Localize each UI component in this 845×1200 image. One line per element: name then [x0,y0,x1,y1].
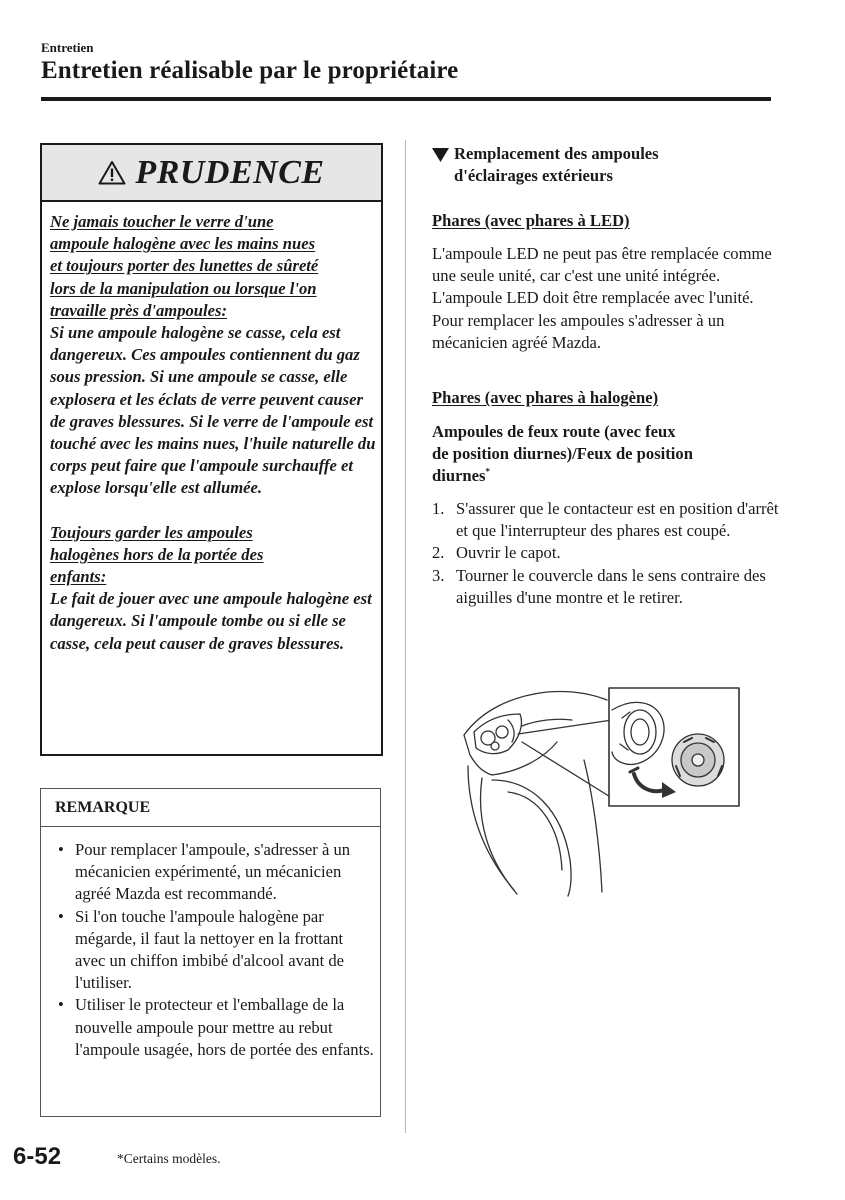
bullet-icon: • [58,906,64,926]
bulb-heading: Ampoules de feux route (avec feux de position diurnes)/Feux de position diurnes* [432,422,693,486]
section-heading [432,143,782,187]
page-title: Entretien réalisable par le propriétaire [41,57,459,84]
led-heading: Phares (avec phares à LED) [432,211,630,230]
caution-warning-1-text: Si une ampoule halogène se casse, cela est dangereux. Ces ampoules contiennent du gaz sous pression. Si une ampoule se casse, elle explosera et les éclats de verre peuvent causer de graves blessures. Si le verre de l'ampoule est touché avec les mains nues, l'huile naturelle du corps peut faire que l'ampoule surchauffe et explose lorsqu'elle est allumée. [50,323,376,498]
caution-warning-2-line: halogènes hors de la portée des [50,544,264,564]
caution-warning-2-line: enfants: [50,567,107,587]
remark-item: • Pour remplacer l'ampoule, s'adresser à un mécanicien expérimenté, un mécanicien agréé Mazda est recommandé. [58,840,351,904]
headlamp-cover-illustration [462,680,762,900]
remark-item: • Si l'on touche l'ampoule halogène par mégarde, il faut la nettoyer en la frottant avec un chiffon imbibé d'alcool avant de l'utiliser. [58,906,345,993]
caution-warning-1-line: lors de la manipulation ou lorsque l'on [50,278,317,298]
footnote-mark: * [485,466,490,477]
caution-warning-1-heading [50,211,380,322]
section-label: Entretien [41,40,94,55]
steps-list [432,498,782,609]
bullet-icon: • [58,840,64,859]
caution-header [42,145,381,202]
caution-body [50,211,380,655]
section-heading-line: Remplacement des ampoules [454,144,659,163]
caution-warning-1-line: travaille près d'ampoules: [50,300,227,320]
remark-box [40,788,381,1117]
step-item: 2. Ouvrir le capot. [432,543,561,563]
caution-box [40,143,383,756]
caution-warning-2-heading [50,522,380,589]
caution-warning-1-line: Ne jamais toucher le verre d'une [50,212,274,231]
warning-triangle-icon [98,160,126,185]
bullet-icon: • [58,995,64,1015]
caution-warning-1-line: et toujours porter des lunettes de sûreté [50,256,319,276]
caution-warning-1-line: ampoule halogène avec les mains nues [50,234,316,254]
triangle-down-icon [432,148,449,162]
remark-item: • Utiliser le protecteur et l'emballage de la nouvelle ampoule pour mettre au rebut l'ampoule usagée, hors de portée des enfants. [58,995,374,1059]
footnote: *Certains modèles. [117,1151,221,1166]
section-heading-line: d'éclairages extérieurs [454,166,613,186]
step-item: 3. Tourner le couvercle dans le sens contraire des aiguilles d'une montre et le retirer. [432,565,766,607]
column-divider [405,140,406,1133]
caution-warning-2-text: Le fait de jouer avec une ampoule halogène est dangereux. Si l'ampoule tombe ou si elle se casse, cela peut causer de graves blessures. [50,589,372,653]
remark-title: REMARQUE [41,789,380,827]
halogen-heading: Phares (avec phares à halogène) [432,388,659,407]
title-rule [41,97,771,101]
led-text: L'ampoule LED ne peut pas être remplacée comme une seule unité, car c'est une unité intégrée. L'ampoule LED doit être remplacée avec l'unité. Pour remplacer les ampoules s'adresser à un mécanicien agréé Mazda. [432,244,772,352]
remark-list [58,839,376,1061]
caution-title: PRUDENCE [135,153,325,191]
step-item: 1. S'assurer que le contacteur est en position d'arrêt et que l'interrupteur des phares est coupé. [432,499,779,541]
page-number: 6-52 [13,1143,62,1170]
caution-warning-2-line: Toujours garder les ampoules [50,522,253,542]
